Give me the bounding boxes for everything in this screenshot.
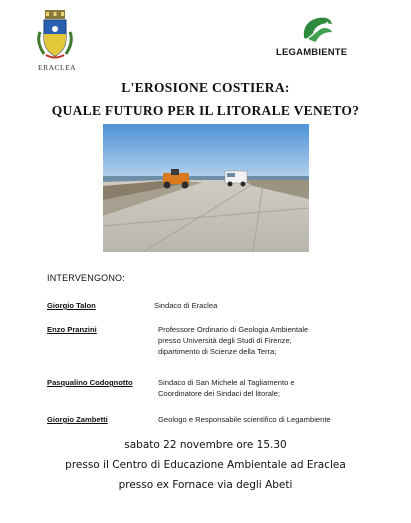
legambiente-logo-icon	[300, 14, 334, 44]
speaker-role: Sindaco di Eraclea	[154, 301, 218, 310]
title-line-1: L'EROSIONE COSTIERA:	[121, 80, 290, 95]
event-date: sabato 22 novembre ore 15.30	[124, 439, 287, 451]
speaker-role: Sindaco di San Michele al Tagliamento e Coordinatore dei Sindaci del litorale;	[158, 378, 295, 398]
title-line-2: QUALE FUTURO PER IL LITORALE VENETO?	[51, 103, 360, 118]
speaker-role: Geologo e Responsabile scientifico di Legambiente	[158, 415, 331, 424]
speaker-name: Giorgio Zambetti	[47, 415, 108, 424]
beach-erosion-photo	[103, 124, 309, 252]
speaker-name: Giorgio Talon	[47, 301, 96, 310]
legambiente-label: LEGAMBIENTE	[276, 47, 348, 58]
eraclea-crest-icon	[36, 10, 74, 60]
speakers-heading: INTERVENGONO:	[47, 273, 125, 283]
speaker-name: Pasqualino Codognotto	[47, 378, 133, 387]
speaker-role: Professore Ordinario di Geologia Ambientale presso Università degli Studi di Firenze, dipartimento di Scienze della Terra;	[158, 325, 309, 356]
municipality-label: ERACLEA	[38, 63, 77, 72]
event-place: presso il Centro di Educazione Ambientale ad Eraclea	[65, 459, 346, 471]
speaker-name: Enzo Pranzini	[47, 325, 97, 334]
event-address: presso ex Fornace via degli Abeti	[118, 479, 293, 491]
